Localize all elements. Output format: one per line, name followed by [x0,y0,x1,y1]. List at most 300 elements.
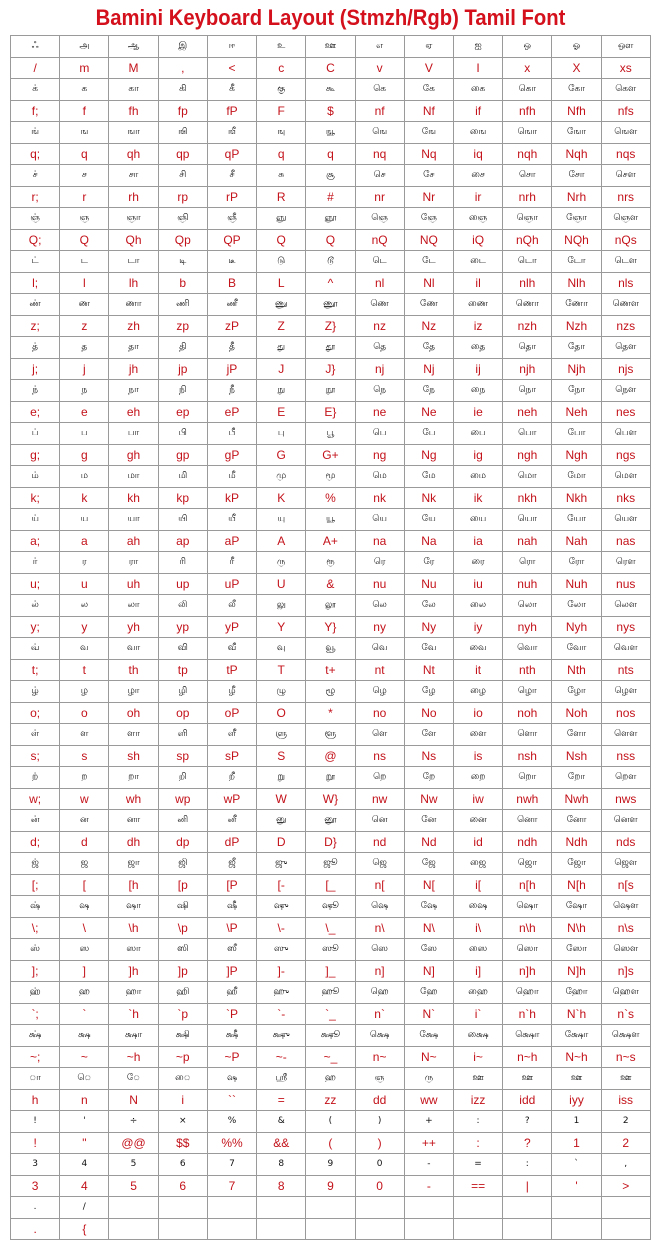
keystroke-cell: z; [11,315,60,337]
keystroke-cell: J} [306,358,355,380]
keystroke-cell: Nw [404,788,453,810]
tamil-character-cell: ஞீ [207,208,256,230]
keystroke-cell: zP [207,315,256,337]
keystroke-cell: 1 [552,1132,601,1154]
tamil-character-cell: வி [158,638,207,660]
tamil-character-cell: க்ஷொ [503,1025,552,1047]
tamil-character-cell: யே [404,509,453,531]
tamil-character-row [11,1025,651,1047]
tamil-character-cell: ! [11,1111,60,1133]
keystroke-cell: nQh [503,229,552,251]
keystroke-cell: sP [207,745,256,767]
tamil-character-cell: பூ [306,423,355,445]
tamil-character-cell [355,1197,404,1219]
tamil-character-cell: னௌ [601,810,650,832]
keystroke-cell: i\ [453,917,502,939]
tamil-character-cell: செ [355,165,404,187]
keystroke-cell: \_ [306,917,355,939]
keystroke-cell: Qp [158,229,207,251]
tamil-character-cell: டு [257,251,306,273]
tamil-character-cell: ெ [60,1068,109,1090]
keystroke-cell: L [257,272,306,294]
keystroke-cell: \p [158,917,207,939]
keystroke-row [11,315,651,337]
keystroke-cell: ~- [257,1046,306,1068]
keystroke-cell: nus [601,573,650,595]
tamil-character-cell: : [453,1111,502,1133]
keystroke-cell: nfh [503,100,552,122]
tamil-character-cell: ட் [11,251,60,273]
keystroke-cell: nr [355,186,404,208]
tamil-character-cell: , [601,1154,650,1176]
tamil-character-cell: ழெ [355,681,404,703]
keystroke-cell: tP [207,659,256,681]
keystroke-cell: i` [453,1003,502,1025]
keystroke-cell: ngh [503,444,552,466]
tamil-character-row [11,810,651,832]
keystroke-cell: [P [207,874,256,896]
tamil-character-cell: க்ஷி [158,1025,207,1047]
tamil-character-cell: ஜு [257,853,306,875]
tamil-character-row [11,1068,651,1090]
tamil-character-cell: ம் [11,466,60,488]
keystroke-cell: A [257,530,306,552]
keystroke-cell: n]s [601,960,650,982]
keystroke-cell: qp [158,143,207,165]
tamil-character-cell: மே [404,466,453,488]
tamil-character-cell: பௌ [601,423,650,445]
keystroke-cell: ]h [109,960,158,982]
tamil-character-cell: ண [60,294,109,316]
keystroke-row [11,1218,651,1240]
keystroke-cell: n~ [355,1046,404,1068]
tamil-character-cell: ஞ [60,208,109,230]
keystroke-cell: y; [11,616,60,638]
keystroke-cell: n] [355,960,404,982]
tamil-character-cell: ஜை [453,853,502,875]
keystroke-cell: xs [601,57,650,79]
tamil-character-cell: ணா [109,294,158,316]
keystroke-cell: Na [404,530,453,552]
keystroke-cell: ]_ [306,960,355,982]
keystroke-row [11,917,651,939]
tamil-character-cell: ஸீ [207,939,256,961]
keystroke-cell: 5 [109,1175,158,1197]
keystroke-cell: [- [257,874,306,896]
tamil-character-cell: ே [109,1068,158,1090]
tamil-character-cell: வே [404,638,453,660]
tamil-character-cell: ஸோ [552,939,601,961]
tamil-character-cell [109,1197,158,1219]
tamil-character-cell: ர் [11,552,60,574]
tamil-character-cell: ஆ [109,36,158,58]
keystroke-cell: && [257,1132,306,1154]
keystroke-cell: tp [158,659,207,681]
keystroke-cell: Nfh [552,100,601,122]
tamil-character-cell: கோ [552,79,601,101]
keystroke-cell: nls [601,272,650,294]
keystroke-cell: kp [158,487,207,509]
keystroke-cell: N[ [404,874,453,896]
tamil-character-cell: ? [503,1111,552,1133]
keystroke-cell: dd [355,1089,404,1111]
keystroke-cell: ia [453,530,502,552]
keystroke-cell: iq [453,143,502,165]
keystroke-cell: ^ [306,272,355,294]
keystroke-cell: Q [60,229,109,251]
keystroke-cell: n[ [355,874,404,896]
tamil-character-cell: தை [453,337,502,359]
tamil-character-cell: யொ [503,509,552,531]
keystroke-cell: fP [207,100,256,122]
keystroke-cell: Nk [404,487,453,509]
keystroke-cell: iss [601,1089,650,1111]
keystroke-cell: Q [306,229,355,251]
keystroke-cell: nks [601,487,650,509]
keystroke-cell: 6 [158,1175,207,1197]
keystroke-cell [355,1218,404,1240]
tamil-character-cell: ரி [158,552,207,574]
tamil-character-row [11,853,651,875]
tamil-character-cell: உ [257,36,306,58]
tamil-character-cell: நீ [207,380,256,402]
tamil-character-cell: ங் [11,122,60,144]
tamil-character-cell: ஊ [453,1068,502,1090]
keystroke-cell: N~ [404,1046,453,1068]
keystroke-cell: nt [355,659,404,681]
tamil-character-cell: ஊ [601,1068,650,1090]
keystroke-row [11,1132,651,1154]
tamil-character-cell: டை [453,251,502,273]
keystroke-row [11,143,651,165]
tamil-character-row [11,165,651,187]
keystroke-cell: c [257,57,306,79]
tamil-character-cell: - [404,1154,453,1176]
keystroke-cell: T [257,659,306,681]
keystroke-cell: ]P [207,960,256,982]
keystroke-cell: nqs [601,143,650,165]
tamil-character-cell: ஷு [257,896,306,918]
tamil-character-cell: வூ [306,638,355,660]
tamil-character-cell: ஜோ [552,853,601,875]
tamil-character-cell: ஸூ [306,939,355,961]
tamil-character-cell: ஷோ [552,896,601,918]
tamil-character-cell: க [60,79,109,101]
tamil-character-cell: மா [109,466,158,488]
tamil-character-cell: சோ [552,165,601,187]
keystroke-cell: * [306,702,355,724]
keystroke-cell: nws [601,788,650,810]
keystroke-cell: Nz [404,315,453,337]
tamil-character-cell: னூ [306,810,355,832]
tamil-character-cell: ஞி [158,208,207,230]
tamil-character-cell [257,1197,306,1219]
tamil-character-cell: வெ [355,638,404,660]
keystroke-cell: kP [207,487,256,509]
keystroke-row [11,874,651,896]
keystroke-cell: y [60,616,109,638]
tamil-character-cell: ன் [11,810,60,832]
tamil-character-cell: சீ [207,165,256,187]
tamil-character-cell: ஷ் [11,896,60,918]
keystroke-cell: N` [404,1003,453,1025]
tamil-character-cell: ழோ [552,681,601,703]
keystroke-cell: nsh [503,745,552,767]
tamil-character-cell: ஙீ [207,122,256,144]
tamil-character-cell: ளோ [552,724,601,746]
keystroke-cell: a [60,530,109,552]
tamil-character-cell: ர [60,552,109,574]
tamil-character-cell: க்ஷ [60,1025,109,1047]
keystroke-row [11,1046,651,1068]
tamil-character-cell: நெ [355,380,404,402]
tamil-character-cell: னை [453,810,502,832]
tamil-character-cell: வோ [552,638,601,660]
tamil-character-cell: ரீ [207,552,256,574]
tamil-character-cell: × [158,1111,207,1133]
keystroke-cell: l; [11,272,60,294]
tamil-character-cell: ற் [11,767,60,789]
tamil-character-cell: : [503,1154,552,1176]
tamil-character-cell [306,1197,355,1219]
tamil-character-cell: நோ [552,380,601,402]
tamil-character-cell: ஷே [404,896,453,918]
keystroke-cell: fh [109,100,158,122]
keystroke-cell: == [453,1175,502,1197]
keystroke-cell: nu [355,573,404,595]
tamil-character-cell: கு [257,79,306,101]
keystroke-cell: wp [158,788,207,810]
keystroke-cell: N] [404,960,453,982]
tamil-character-cell: ஜி [158,853,207,875]
keystroke-cell: nk [355,487,404,509]
tamil-character-cell: நி [158,380,207,402]
keystroke-cell: QP [207,229,256,251]
tamil-character-cell: டொ [503,251,552,273]
keystroke-cell [109,1218,158,1240]
keystroke-row [11,186,651,208]
tamil-character-cell: ல் [11,595,60,617]
keystroke-cell: ir [453,186,502,208]
keystroke-cell: s; [11,745,60,767]
keystroke-cell: f [60,100,109,122]
keystroke-cell: nts [601,659,650,681]
tamil-character-cell: ஃ [11,36,60,58]
keystroke-cell: n~s [601,1046,650,1068]
keystroke-cell: q [60,143,109,165]
keystroke-cell: nrs [601,186,650,208]
keystroke-cell: dh [109,831,158,853]
tamil-character-cell: ஜா [109,853,158,875]
keystroke-cell: n[s [601,874,650,896]
tamil-character-cell: ஸ் [11,939,60,961]
tamil-character-cell [404,1197,453,1219]
tamil-character-row [11,509,651,531]
keystroke-cell: . [11,1218,60,1240]
tamil-character-cell: ஒ [503,36,552,58]
tamil-character-cell: தீ [207,337,256,359]
tamil-character-cell: லா [109,595,158,617]
keystroke-cell: n` [355,1003,404,1025]
tamil-character-cell: றே [404,767,453,789]
keystroke-cell: nq [355,143,404,165]
keystroke-cell: Nr [404,186,453,208]
tamil-character-cell: றா [109,767,158,789]
tamil-character-cell: 9 [306,1154,355,1176]
keystroke-row [11,1175,651,1197]
keystroke-cell: ny [355,616,404,638]
tamil-character-cell: 5 [109,1154,158,1176]
tamil-character-cell: றோ [552,767,601,789]
tamil-character-cell: ணோ [552,294,601,316]
tamil-character-cell: ஹ [60,982,109,1004]
keystroke-cell: q [306,143,355,165]
tamil-character-cell: ளௌ [601,724,650,746]
keystroke-cell: ]p [158,960,207,982]
tamil-character-cell [552,1197,601,1219]
keystroke-cell: nkh [503,487,552,509]
tamil-character-cell: தூ [306,337,355,359]
keystroke-cell: Nzh [552,315,601,337]
keystroke-cell: nf [355,100,404,122]
tamil-character-cell: மீ [207,466,256,488]
tamil-character-cell: யோ [552,509,601,531]
keystroke-cell [552,1218,601,1240]
tamil-character-cell: ஙு [257,122,306,144]
tamil-character-cell: ணை [453,294,502,316]
keystroke-cell: < [207,57,256,79]
tamil-character-cell [503,1197,552,1219]
tamil-character-cell: னெ [355,810,404,832]
keystroke-cell: q; [11,143,60,165]
keystroke-cell: w; [11,788,60,810]
keystroke-cell: " [60,1132,109,1154]
tamil-character-cell: 7 [207,1154,256,1176]
tamil-character-cell: து [257,337,306,359]
tamil-character-cell: நூ [306,380,355,402]
keystroke-cell: 9 [306,1175,355,1197]
tamil-character-cell: ஹொ [503,982,552,1004]
keystroke-cell: 3 [11,1175,60,1197]
keystroke-cell: Nwh [552,788,601,810]
keystroke-cell: aP [207,530,256,552]
keystroke-cell: 2 [601,1132,650,1154]
tamil-character-cell: க்ஷீ [207,1025,256,1047]
tamil-character-cell: ஹூ [306,982,355,1004]
tamil-character-cell: நா [109,380,158,402]
tamil-character-row [11,294,651,316]
keystroke-cell: \- [257,917,306,939]
tamil-character-cell: மோ [552,466,601,488]
keystroke-cell: it [453,659,502,681]
tamil-character-cell: போ [552,423,601,445]
keystroke-cell: nlh [503,272,552,294]
tamil-character-cell: றெ [355,767,404,789]
keystroke-cell: N]h [552,960,601,982]
tamil-character-cell: தா [109,337,158,359]
keystroke-cell: yP [207,616,256,638]
tamil-character-cell: கீ [207,79,256,101]
keystroke-cell: u [60,573,109,595]
tamil-character-cell: தே [404,337,453,359]
tamil-character-cell: க்ஷூ [306,1025,355,1047]
tamil-character-cell: ஙி [158,122,207,144]
keystroke-cell: Nah [552,530,601,552]
tamil-character-cell: சி [158,165,207,187]
tamil-character-cell: ஹா [109,982,158,1004]
keystroke-cell: A+ [306,530,355,552]
keystroke-row [11,702,651,724]
keystroke-cell: Qh [109,229,158,251]
keystroke-cell: if [453,100,502,122]
keystroke-cell [404,1218,453,1240]
keystroke-cell: gP [207,444,256,466]
tamil-character-cell: ஷௌ [601,896,650,918]
tamil-character-cell: லோ [552,595,601,617]
keystroke-cell: ++ [404,1132,453,1154]
keystroke-cell: 7 [207,1175,256,1197]
tamil-character-cell: ஊ [552,1068,601,1090]
tamil-character-cell: யை [453,509,502,531]
tamil-character-cell: றூ [306,767,355,789]
tamil-character-cell: நே [404,380,453,402]
keystroke-cell: i[ [453,874,502,896]
tamil-character-cell: ஜொ [503,853,552,875]
tamil-character-cell: ளெ [355,724,404,746]
tamil-character-cell: ம [60,466,109,488]
keystroke-cell: n]h [503,960,552,982]
tamil-character-cell: ட [60,251,109,273]
keystroke-row [11,358,651,380]
keystroke-cell [453,1218,502,1240]
tamil-character-cell: ணௌ [601,294,650,316]
tamil-character-cell: 1 [552,1111,601,1133]
tamil-character-cell: ல [60,595,109,617]
keystroke-cell: nth [503,659,552,681]
tamil-character-cell: ழை [453,681,502,703]
tamil-character-cell: கௌ [601,79,650,101]
keystroke-cell: noh [503,702,552,724]
keystroke-cell: w [60,788,109,810]
keystroke-row [11,788,651,810]
keystroke-cell: Nuh [552,573,601,595]
keystroke-cell: [h [109,874,158,896]
keystroke-cell: O [257,702,306,724]
keystroke-cell: i~ [453,1046,502,1068]
keystroke-row [11,229,651,251]
keystroke-cell: `p [158,1003,207,1025]
keystroke-cell: $$ [158,1132,207,1154]
tamil-character-cell: டெ [355,251,404,273]
tamil-character-cell: க்ஷௌ [601,1025,650,1047]
tamil-character-cell: ணி [158,294,207,316]
tamil-character-cell: ள [60,724,109,746]
tamil-character-cell: பே [404,423,453,445]
keystroke-cell: G+ [306,444,355,466]
keystroke-row [11,100,651,122]
keystroke-cell: nwh [503,788,552,810]
tamil-character-cell: ஹி [158,982,207,1004]
keystroke-cell: fp [158,100,207,122]
keystroke-cell: 8 [257,1175,306,1197]
keystroke-cell: ' [552,1175,601,1197]
tamil-character-cell: / [60,1197,109,1219]
keystroke-cell: e [60,401,109,423]
tamil-character-cell: சூ [306,165,355,187]
tamil-character-cell: வ [60,638,109,660]
tamil-character-cell: ஷொ [503,896,552,918]
tamil-character-cell: ஞோ [552,208,601,230]
